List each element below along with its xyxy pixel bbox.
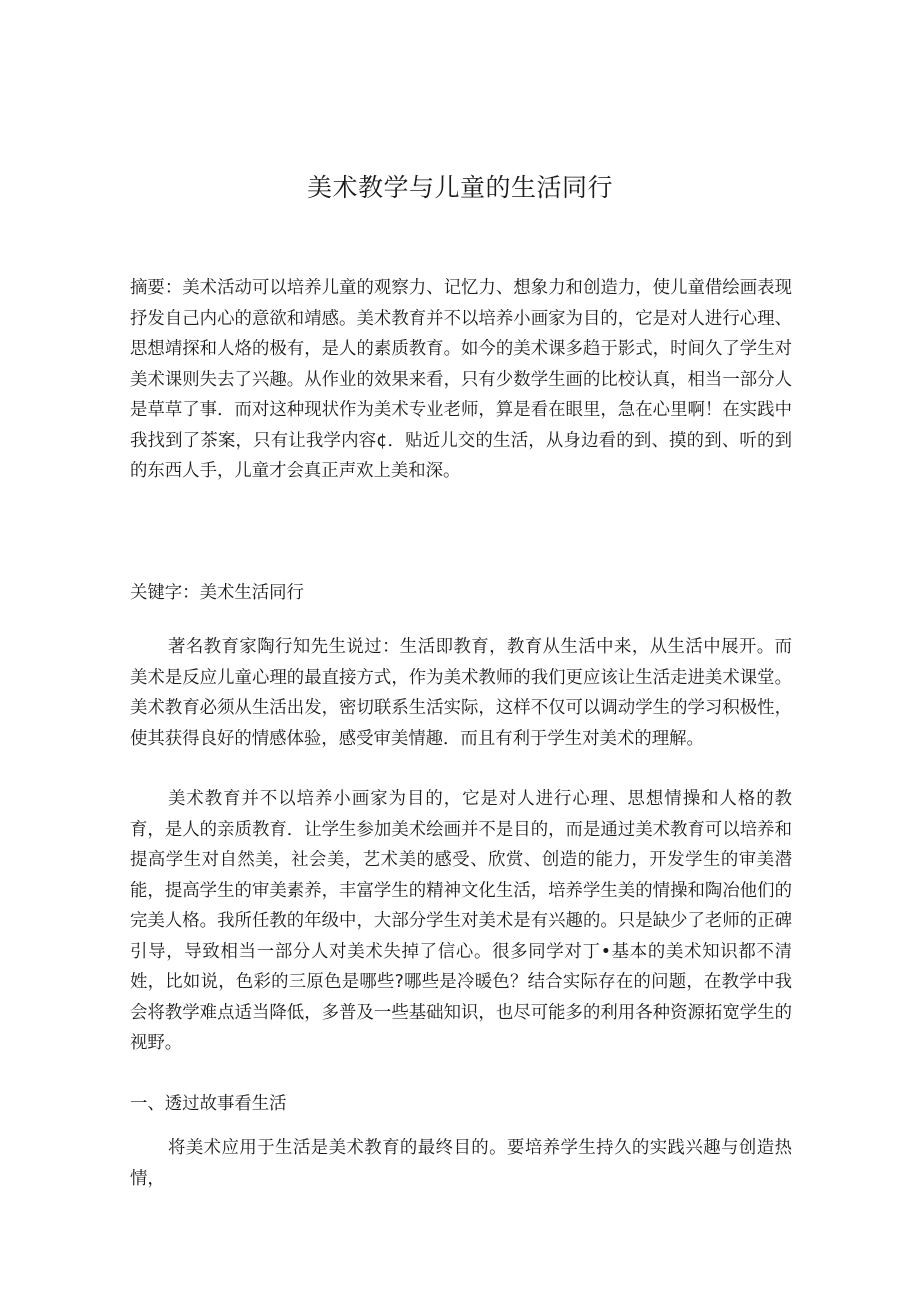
body-paragraph-2: 美术教育并不以培养小画家为目的，它是对人进行心理、思想情操和人格的教育，是人的亲质教育．让学生参加美术绘画并不是目的，而是通过美术教育可以培养和提高学生对自然美，社会美，艺术美的感受、欣赏、创造的能力，开发学生的审美潜能，提高学生的审美素养，丰富学生的精神文化生活，培养学生美的情操和陶冶他们的完美人格。我所任教的年级中，大部分学生对美术是有兴趣的。只是缺少了老师的正碑引导，导致相当一部分人对美术失掉了信心。很多同学对丁•基本的美术知识都不清姓，比如说，色彩的三原色是哪些?哪些是冷暖色？结合实际存在的问题，在教学中我会将教学难点适当降低，多普及一些基础知识，也尽可能多的利用各种资源拓宽学生的视野。 bbox=[130, 789, 792, 1053]
abstract-paragraph: 摘要：美术活动可以培养儿童的观察力、记忆力、想象力和创造力，使儿童借绘画表现抒发自己内心的意欲和靖感。美术教育并不以培养小画家为目的，它是对人进行心理、思想靖探和人烙的极有，是人的素质教育。如今的美术课多趋于影式，时间久了学生对美术课则失去了兴趣。从作业的效果来看，只有少数学生画的比校认真，相当一部分人是草草了事．而对这种现状作为美术专业老师，算是看在眼里，急在心里啊！在实践中我找到了茶案，只有让我学内容¢．贴近儿交的生活，从身边看的到、摸的到、听的到的东西人手，儿童才会真正声欢上美和深。 bbox=[130, 278, 792, 481]
section-heading-1: 一、透过故事看生活 bbox=[130, 1094, 287, 1114]
document-title: 美术教学与儿童的生活同行 bbox=[306, 173, 613, 202]
body-paragraph-1: 著名教育家陶行知先生说过：生活即教育，教育从生活中来，从生活中展开。而美术是反应儿童心理的最直接方式，作为美术教师的我们更应该让生活走进美术课堂。美术教育必须从生活出发，密切联系生活实际，这样不仅可以调动学生的学习积极性，使其获得良好的情感体验，感受审美情趣．而且有利于学生对美术的理解。 bbox=[130, 637, 792, 749]
body-paragraph-3: 将美术应用于生活是美术教育的最终目的。要培养学生持久的实践兴趣与创造热情， bbox=[130, 1138, 792, 1189]
keywords-line: 关键字：美术生活同行 bbox=[130, 583, 304, 603]
